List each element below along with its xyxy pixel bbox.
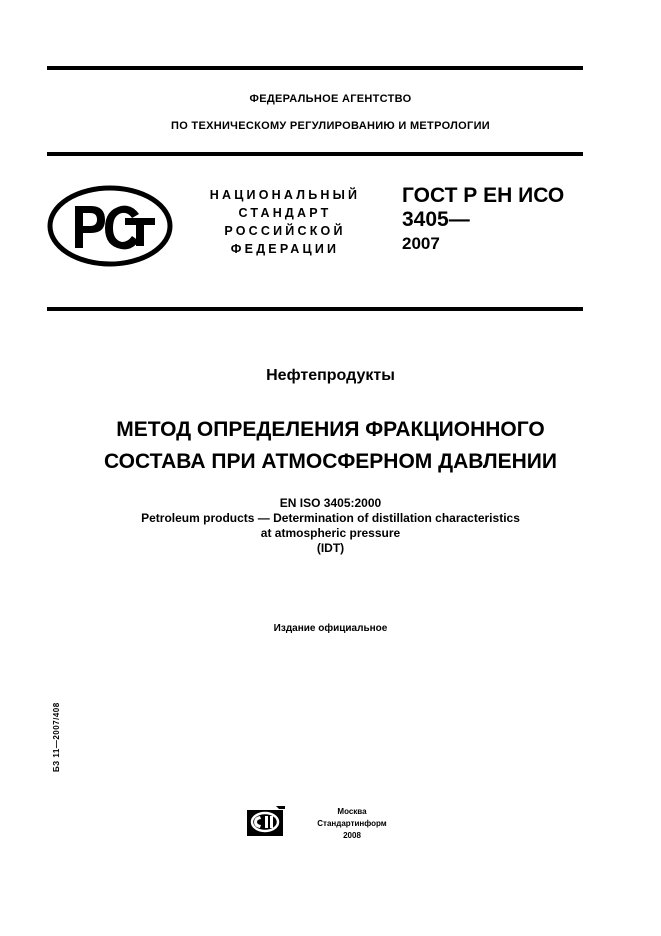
mid-rule [47, 307, 583, 311]
standard-type [190, 186, 380, 258]
standard-number-year: 2007 [402, 234, 440, 253]
catalog-code: БЗ 11—2007/408 [52, 702, 61, 772]
standard-type-line: ФЕДЕРАЦИИ [230, 242, 340, 256]
standard-type-line: РОССИЙСКОЙ [224, 224, 346, 238]
top-rule [47, 66, 583, 70]
publisher-city: Москва [337, 807, 367, 816]
standard-number-line2: 3405— [402, 208, 470, 231]
source-standard: EN ISO 3405:2000 [279, 496, 382, 510]
agency-name-line2: ПО ТЕХНИЧЕСКОМУ РЕГУЛИРОВАНИЮ И МЕТРОЛОГИИ [171, 120, 490, 132]
standard-type-line: НАЦИОНАЛЬНЫЙ [209, 188, 361, 202]
equivalence-marker: (IDT) [316, 541, 345, 555]
main-title-line2: СОСТАВА ПРИ АТМОСФЕРНОМ ДАВЛЕНИИ [103, 450, 557, 473]
publication-year: 2008 [343, 831, 361, 840]
gost-r-logo [47, 184, 173, 268]
main-title-line1: МЕТОД ОПРЕДЕЛЕНИЯ ФРАКЦИОННОГО [116, 418, 545, 441]
header-rule [47, 152, 583, 156]
publisher-imprint [306, 806, 398, 842]
source-title-line1: Petroleum products — Determination of distillation characteristics [141, 511, 520, 525]
publisher-name: Стандартинформ [317, 819, 387, 828]
source-title-line2: at atmospheric pressure [260, 526, 401, 540]
subject-heading: Нефтепродукты [266, 367, 395, 384]
edition-label: Издание официальное [273, 623, 388, 634]
standard-type-line: СТАНДАРТ [238, 206, 332, 220]
agency-name-line1: ФЕДЕРАЛЬНОЕ АГЕНТСТВО [249, 93, 412, 105]
standard-number-line1: ГОСТ Р ЕН ИСО [402, 184, 565, 207]
standartinform-logo [246, 805, 286, 837]
standard-number [402, 184, 592, 256]
